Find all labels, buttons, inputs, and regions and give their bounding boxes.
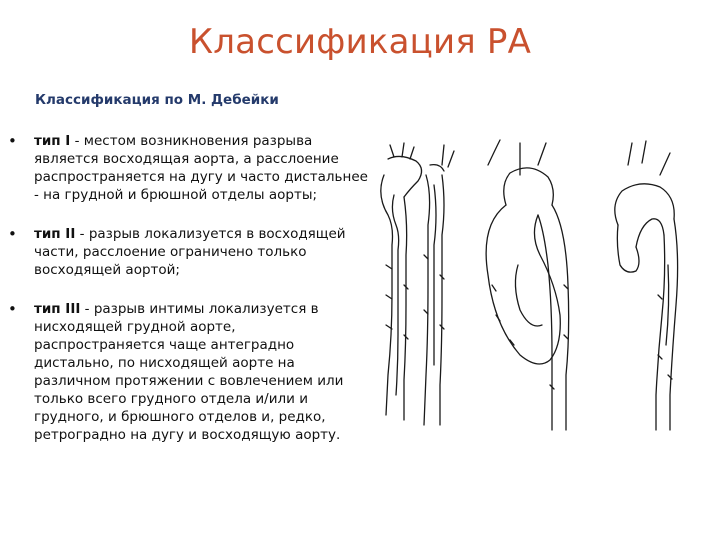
bullet-item-type-3 — [8, 300, 368, 444]
aortic-dissection-illustration — [370, 135, 700, 435]
bullet-list — [8, 132, 368, 465]
bullet-dot-icon: • — [8, 300, 17, 318]
slide-subtitle: Классификация по М. Дебейки — [35, 92, 279, 108]
bullet-term: тип I — [34, 133, 71, 149]
slide-title: Классификация РА — [188, 22, 532, 62]
bullet-text: - разрыв локализуется в восходящей части, расслоение ограничено только восходящей аортой; — [34, 226, 346, 278]
bullet-text: - местом возникновения разрыва является восходящая аорта, а расслоение распространяется на дугу и часто дистальнее - на грудной и брюшной отделы аорты; — [34, 133, 368, 203]
bullet-term: тип II — [34, 226, 76, 242]
bullet-text: - разрыв интимы локализуется в нисходящей грудной аорте, распространяется чаще антеградно дистально, по нисходящей аорте на различном протяжении с вовлечением или только всего грудного отдела и/или и грудного, и брюшного отделов и, редко, ретроградно на дугу и восходящую аорту. — [34, 301, 344, 443]
bullet-item-type-1 — [8, 132, 368, 204]
bullet-item-type-2 — [8, 225, 368, 279]
aorta-diagram-type-2 — [486, 140, 569, 430]
bullet-dot-icon: • — [8, 225, 17, 243]
bullet-dot-icon: • — [8, 132, 17, 150]
aorta-diagram-type-3 — [615, 141, 678, 430]
bullet-term: тип III — [34, 301, 81, 317]
aorta-diagram-type-1 — [381, 143, 454, 425]
